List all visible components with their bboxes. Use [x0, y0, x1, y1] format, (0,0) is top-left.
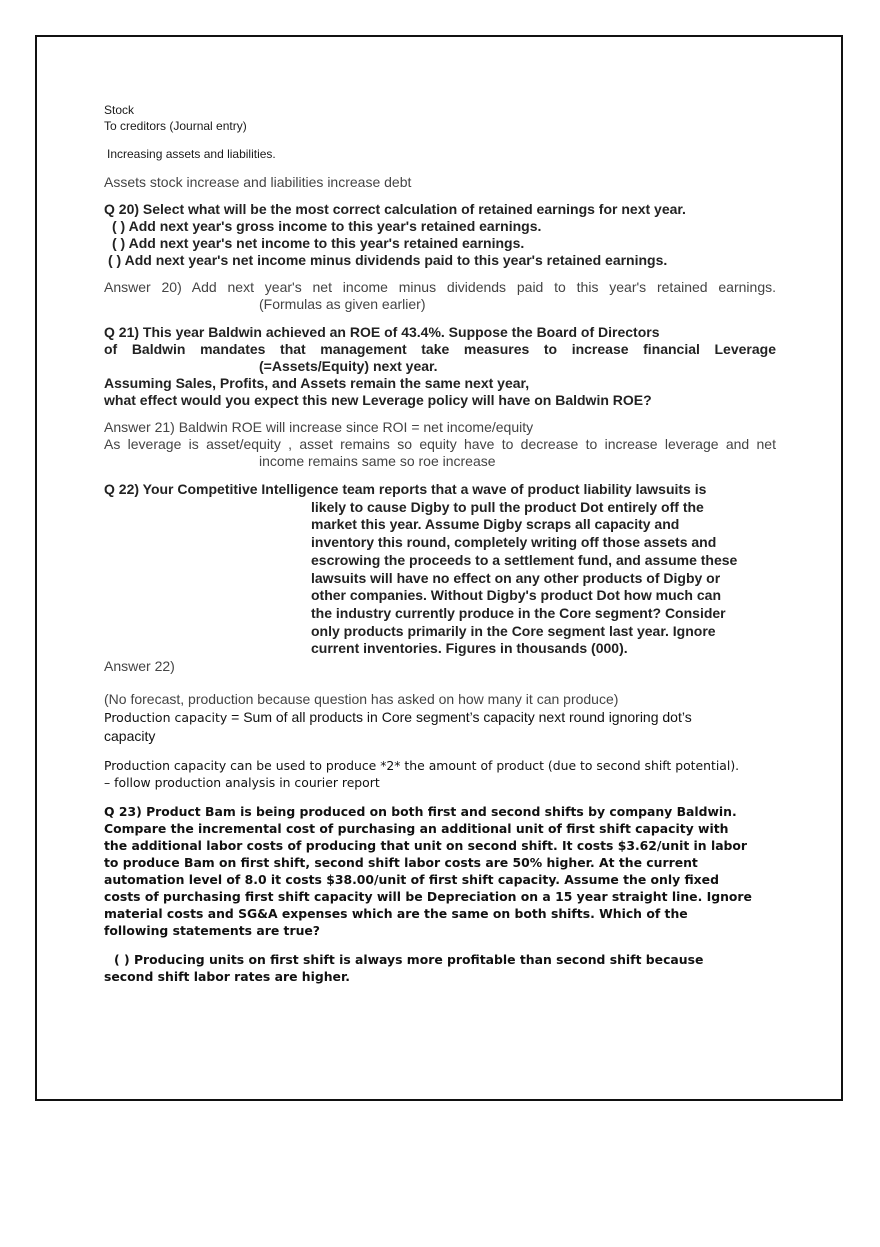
q22-pc-text-1: = Sum of all products in Core segment’s capacity next round ignoring dot’s — [227, 709, 692, 726]
q22-pc-text-2: capacity — [104, 728, 156, 745]
q23-option-1-line-1: ( ) Producing units on first shift is always more profitable than second shift because — [114, 952, 704, 968]
q22-rest-line-6: other companies. Without Digby's product Dot how much can — [311, 587, 721, 604]
q22-production-capacity — [104, 708, 776, 727]
q21-line-3: (=Assets/Equity) next year. — [259, 358, 438, 374]
q22-pc-label: Production capacity — [104, 710, 228, 726]
text-increasing-assets: Increasing assets and liabilities. — [107, 147, 276, 161]
q22-rest-line-4: escrowing the proceeds to a settlement fund, and assume these — [311, 551, 738, 568]
q20-answer-line-1: Answer 20) Add next year's net income minus dividends paid to this year's retained earnings. — [104, 279, 776, 295]
q23-line-6: costs of purchasing first shift capacity will be Depreciation on a 15 year straight line. Ignore — [104, 889, 752, 905]
q21-line-1: Q 21) This year Baldwin achieved an ROE of 43.4%. Suppose the Board of Directors — [104, 324, 660, 340]
q22-pc-note-2: – follow production analysis in courier report — [104, 775, 380, 791]
q22-line-1: Q 22) Your Competitive Intelligence team reports that a wave of product liability lawsuits is — [104, 481, 707, 497]
q20-option-3: ( ) Add next year's net income minus dividends paid to this year's retained earnings. — [108, 252, 668, 268]
q20-option-1: ( ) Add next year's gross income to this year's retained earnings. — [112, 218, 542, 234]
q22-note: (No forecast, production because question has asked on how many it can produce) — [104, 691, 619, 708]
q21-line-4: Assuming Sales, Profits, and Assets remain the same next year, — [104, 375, 530, 391]
q23-line-8: following statements are true? — [104, 923, 320, 939]
q20-question: Q 20) Select what will be the most correct calculation of retained earnings for next year. — [104, 201, 686, 217]
q21-answer-line-3: income remains same so roe increase — [259, 453, 496, 469]
q23-option-1-line-2: second shift labor rates are higher. — [104, 969, 351, 985]
q23-line-3: the additional labor costs of producing that unit on second shift. It costs $3.62/unit in labor — [104, 838, 748, 854]
q23-question — [104, 803, 776, 939]
q22-rest-line-7: the industry currently produce in the Core segment? Consider — [311, 604, 726, 621]
q22-rest-line-2: market this year. Assume Digby scraps all capacity and — [311, 516, 680, 533]
q23-line-7: material costs and SG&A expenses which are the same on both shifts. Which of the — [104, 906, 688, 922]
q23-line-4: to produce Bam on first shift, second shift labor costs are 50% higher. At the current — [104, 855, 698, 871]
text-journal-entry: To creditors (Journal entry) — [104, 119, 247, 133]
q22-rest-line-1: likely to cause Digby to pull the product Dot entirely off the — [311, 498, 704, 515]
q21-answer-line-1: Answer 21) Baldwin ROE will increase since ROI = net income/equity — [104, 419, 534, 435]
q21-answer-line-2: As leverage is asset/equity , asset remains so equity have to decrease to increase leverage and net — [104, 436, 776, 452]
q22-question — [104, 481, 776, 658]
q20-option-2: ( ) Add next year's net income to this year's retained earnings. — [112, 235, 525, 251]
q22-pc-note-1: Production capacity can be used to produce *2* the amount of product (due to second shift potential). — [104, 758, 740, 774]
q21-line-2: of Baldwin mandates that management take measures to increase financial Leverage — [104, 341, 776, 357]
document-content — [104, 102, 776, 985]
text-stock: Stock — [104, 103, 135, 117]
q22-rest-line-8: only products primarily in the Core segment last year. Ignore — [311, 622, 716, 639]
q22-answer-label: Answer 22) — [104, 658, 175, 675]
q23-line-5: automation level of 8.0 it costs $38.00/unit of first shift capacity. Assume the only fixed — [104, 872, 719, 888]
text-assets-stock: Assets stock increase and liabilities increase debt — [104, 174, 412, 190]
q22-rest-line-9: current inventories. Figures in thousands (000). — [311, 640, 628, 657]
q23-line-2: Compare the incremental cost of purchasing an additional unit of first shift capacity with — [104, 821, 729, 837]
q22-rest-line-5: lawsuits will have no effect on any other products of Digby or — [311, 569, 721, 586]
q20-answer-line-2: (Formulas as given earlier) — [259, 296, 426, 312]
q22-rest-line-3: inventory this round, completely writing off those assets and — [311, 534, 717, 551]
q22-rest — [104, 499, 776, 658]
q21-line-5: what effect would you expect this new Leverage policy will have on Baldwin ROE? — [104, 392, 652, 408]
q23-line-1: Q 23) Product Bam is being produced on both first and second shifts by company Baldwin. — [104, 804, 737, 820]
